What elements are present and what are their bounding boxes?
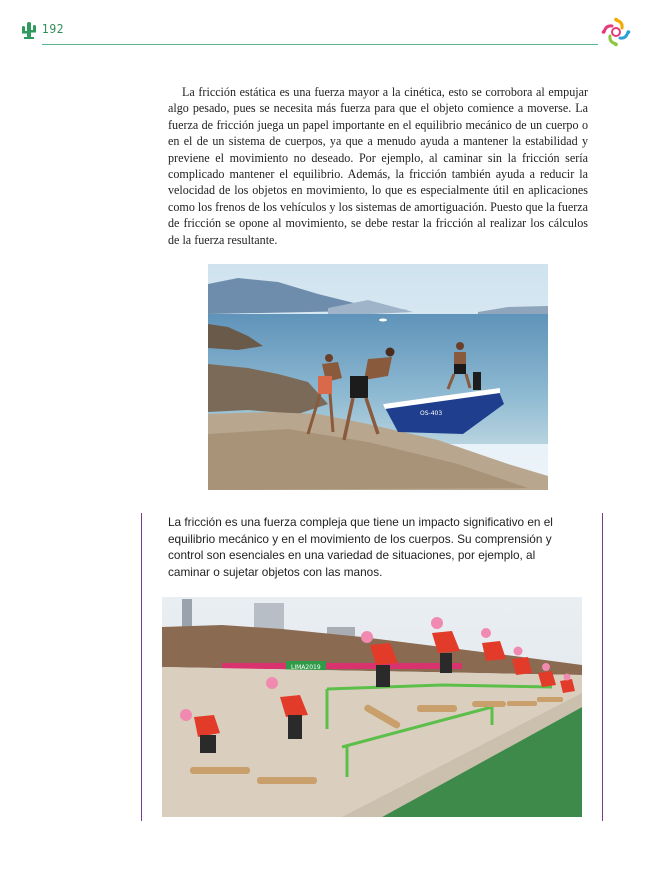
- page-number: 192: [42, 22, 65, 36]
- header-rule: [42, 44, 598, 45]
- boat-label: OS-403: [420, 410, 443, 417]
- boat-beach-photo: [208, 264, 548, 490]
- cactus-icon: [20, 20, 38, 40]
- colorful-swirl-logo-icon: [601, 17, 631, 47]
- caption-text: La fricción es una fuerza compleja que tiene un impacto significativo en el equilibrio mecánico y en el movimiento de los cuerpos. Su comprensión y control son esenciales en una variedad de situaciones, por ejemplo, al caminar o sujetar objetos con las manos.: [168, 515, 553, 579]
- skateboarder-sequence-photo: [162, 597, 582, 817]
- caption-bracket-left: [141, 513, 142, 821]
- caption-bracket-right: [602, 513, 603, 821]
- body-paragraph: La fricción estática es una fuerza mayor a la cinética, esto se corrobora al empujar algo pesado, pues se necesita más fuerza para que el objeto comience a moverse. La fuerza de fricción juega un papel importante en el equilibrio mecánico de un cuerpo o en el de un sistema de cuerpos, ya que a menudo ayuda a mantener la estabilidad y previene el movimiento no deseado. Por ejemplo, al caminar sin la fricción sería complicado mantener el equilibrio. Además, la fricción también ayuda a reducir la velocidad de los objetos en movimiento, lo que es especialmente útil en aplicaciones como los frenos de los vehículos y los sistemas de amortiguación. Puesto que la fuerza de fricción se opone al movimiento, se debe restar la fricción al realizar los cálculos de la fuerza resultante.: [168, 85, 588, 247]
- banner-text: LIMA2019: [291, 664, 321, 671]
